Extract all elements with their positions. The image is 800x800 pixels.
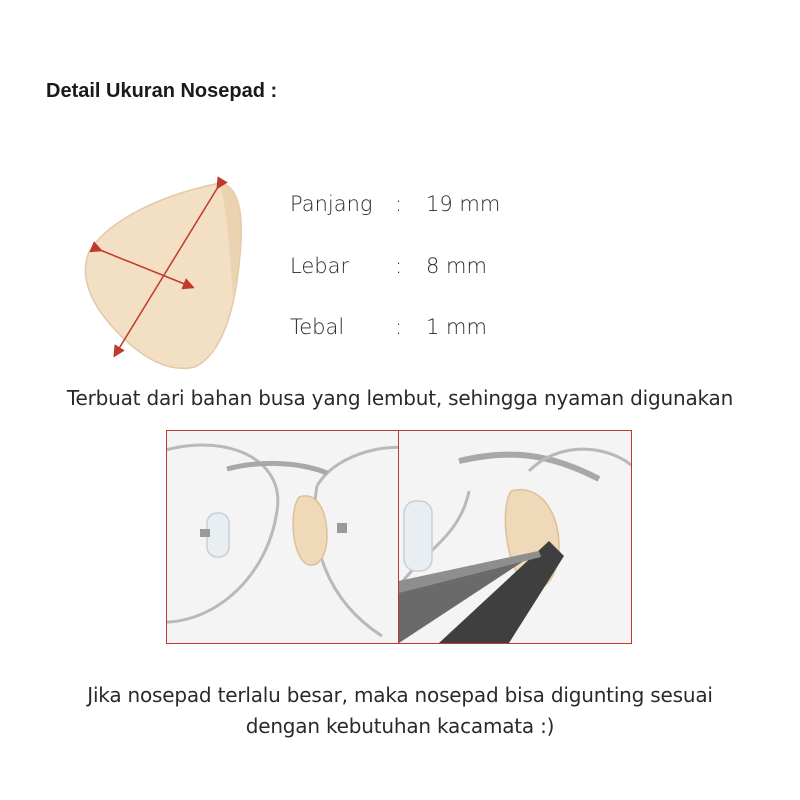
note-line-2: dengan kebutuhan kacamata :) xyxy=(245,714,555,738)
spec-label: Panjang xyxy=(290,192,373,216)
note-line-1: Jika nosepad terlalu besar, maka nosepad bisa digunting sesuai xyxy=(87,683,713,707)
spec-separator: : xyxy=(395,254,403,278)
spec-value: 1 mm xyxy=(426,315,487,339)
nosepad-illustration xyxy=(60,175,260,375)
material-description: Terbuat dari bahan busa yang lembut, sehingga nyaman digunakan xyxy=(66,386,734,410)
spec-value: 19 mm xyxy=(426,192,501,216)
trimming-note xyxy=(0,680,800,742)
spec-value: 8 mm xyxy=(426,254,487,278)
spec-label: Tebal xyxy=(290,315,345,339)
spec-separator: : xyxy=(395,192,403,216)
page-title: Detail Ukuran Nosepad : xyxy=(46,80,278,102)
trimming-photo xyxy=(398,430,632,644)
spec-separator: : xyxy=(395,315,403,339)
spec-label: Lebar xyxy=(290,254,350,278)
glasses-photo xyxy=(166,430,400,644)
